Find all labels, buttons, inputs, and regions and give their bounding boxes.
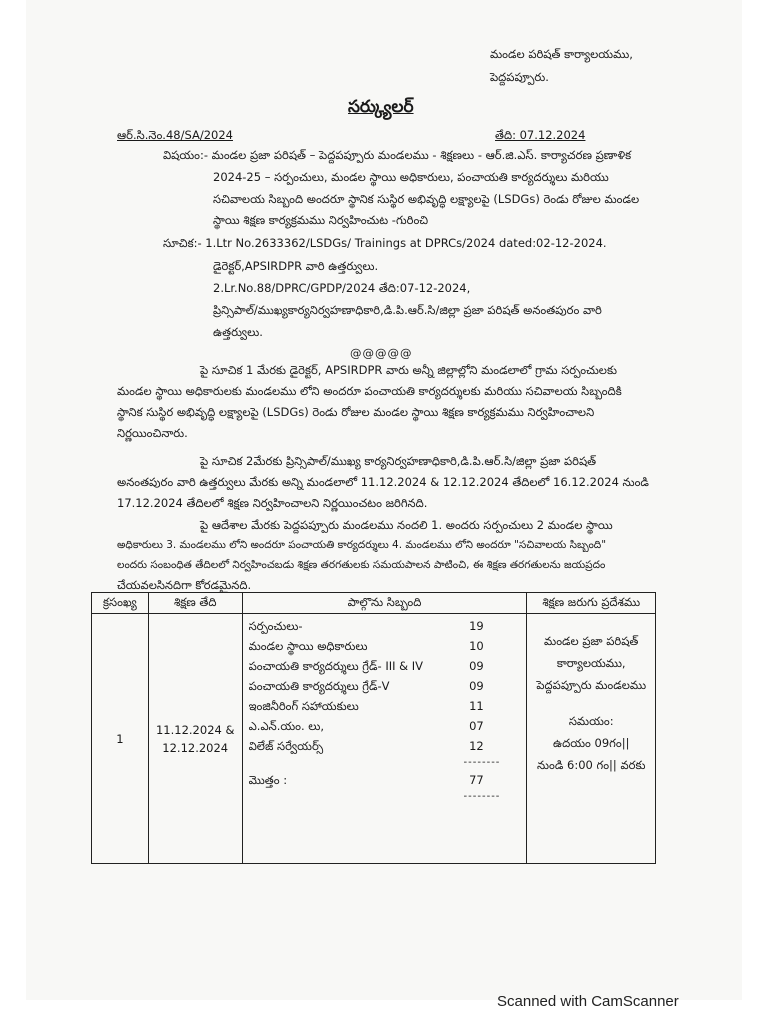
circular-title: సర్క్యులర్ bbox=[348, 97, 414, 117]
reference-line: ప్రిన్సిపాల్/ముఖ్యకార్యనిర్వహణాధికారి,డి.పి.ఆర్.సి/జిల్లా ప్రజా పరిషత్ అనంతపురం వారి bbox=[213, 303, 602, 317]
paragraph-line: పై సూచిక 2మేరకు ప్రిన్సిపాల్/ముఖ్య కార్యనిర్వహణాధికారి,డి.పి.ఆర్.సి/జిల్లా ప్రజా పరిషత్ bbox=[200, 454, 597, 468]
venue-line: మండల ప్రజా పరిషత్ bbox=[544, 634, 639, 648]
subject-line: సచివాలయ సిబ్బంది అందరూ స్థానిక సుస్థిర అభివృద్ధి లక్ష్యాలపై (LSDGs) రెండు రోజుల మండల bbox=[213, 192, 640, 206]
header-participants: పాల్గొను సిబ్బంది bbox=[242, 593, 527, 614]
office-address-line1: మండల పరిషత్ కార్యాలయము, bbox=[490, 47, 633, 61]
participant-count: 10 bbox=[469, 639, 484, 653]
participant-count: 09 bbox=[469, 679, 484, 693]
total-value: 77 bbox=[469, 773, 484, 787]
participant-row bbox=[243, 716, 527, 736]
reference-number: ఆర్.సి.నెం.48/SA/2024 bbox=[117, 128, 233, 142]
time-line: ఉదయం 09గం|| bbox=[552, 736, 630, 750]
participants-cell bbox=[242, 614, 527, 864]
participant-row bbox=[243, 636, 527, 656]
participant-row bbox=[243, 736, 527, 756]
participant-row bbox=[243, 616, 527, 636]
office-address-line2: పెద్దపప్పూరు. bbox=[490, 70, 549, 84]
date-line: 11.12.2024 & bbox=[155, 722, 235, 737]
paragraph-line: చేయవలసినదిగా కోరడమైనది. bbox=[117, 578, 252, 592]
dash-separator: -------- bbox=[463, 791, 501, 802]
dash-separator: -------- bbox=[463, 757, 501, 768]
participant-row bbox=[243, 656, 527, 676]
header-venue: శిక్షణ జరుగు ప్రదేశము bbox=[527, 593, 656, 614]
reference-line: 2.Lr.No.88/DPRC/GPDP/2024 తేది:07-12-2024, bbox=[213, 281, 471, 295]
serial-cell: 1 bbox=[92, 614, 149, 864]
paragraph-line: పై ఆదేశాల మేరకు పెద్దపప్పూరు మండలము నందలి 1. అందరు సర్పంచులు 2 మండల స్థాయి bbox=[200, 518, 613, 532]
camscanner-watermark: Scanned with CamScanner bbox=[497, 993, 679, 1010]
date-line: 12.12.2024 bbox=[162, 740, 229, 755]
total-row bbox=[243, 770, 527, 790]
paragraph-line: పై సూచిక 1 మేరకు డైరెక్టర్, APSIRDPR వారు అన్నీ జిల్లాల్లోని మండలాలో గ్రామ సర్పంచులకు bbox=[200, 363, 617, 377]
participant-count: 12 bbox=[469, 739, 484, 753]
date-cell bbox=[148, 614, 242, 864]
participant-row bbox=[243, 676, 527, 696]
participant-count: 07 bbox=[469, 719, 484, 733]
venue-cell bbox=[527, 614, 656, 864]
participant-row bbox=[243, 696, 527, 716]
paragraph-line: లందరు సంబంధిత తేదిలలో నిర్వహించబడు శిక్షణ తరగతులకు సమయపాలన పాటించి, ఈ శిక్షణ తరగతులను జయప్రదం bbox=[117, 559, 606, 571]
training-schedule-table bbox=[91, 592, 656, 864]
participant-count: 09 bbox=[469, 659, 484, 673]
table-header-row bbox=[92, 593, 656, 614]
paragraph-line: నిర్ణయించినారు. bbox=[117, 426, 188, 440]
participant-name: పంచాయతి కార్యదర్శులు గ్రేడ్-V bbox=[248, 679, 390, 693]
header-serial: క్రసంఖ్య bbox=[92, 593, 149, 614]
reference-line: ఉత్తర్వులు. bbox=[213, 325, 263, 339]
subject-line: స్థాయి శిక్షణ కార్యక్రమము నిర్వహించుట -గురించి bbox=[213, 213, 429, 227]
paragraph-line: అనంతపురం వారి ఉత్తర్వులు మేరకు అన్ని మండలాలో 11.12.2024 & 12.12.2024 తేదిలలో 16.12.2024 నుండి bbox=[117, 475, 649, 489]
venue-line: పెద్దపప్పూరు మండలము bbox=[536, 678, 647, 692]
subject-line: 2024-25 – సర్పంచులు, మండల స్థాయి అధికారులు, పంచాయతి కార్యదర్శులు మరియు bbox=[213, 170, 609, 184]
participant-count: 19 bbox=[469, 619, 484, 633]
reference-line: డైరెక్టర్,APSIRDPR వారి ఉత్తర్వులు. bbox=[213, 259, 379, 273]
paragraph-line: అధికారులు 3. మండలము లోని అందరూ పంచాయతి కార్యదర్శులు 4. మండలము లోని అందరూ "సచివాలయ సిబ్బంది" bbox=[117, 539, 607, 551]
time-label: సమయం: bbox=[568, 714, 614, 728]
reference-line: సూచిక:- 1.Ltr No.2633362/LSDGs/ Trainings at DPRCs/2024 dated:02-12-2024. bbox=[163, 236, 607, 250]
venue-line: కార్యాలయము, bbox=[556, 656, 626, 670]
participant-name: మండల స్థాయి అధికారులు bbox=[248, 639, 368, 653]
table-row bbox=[92, 614, 656, 864]
subject-line: విషయం:- మండల ప్రజా పరిషత్ – పెద్దపప్పూరు మండలము - శిక్షణలు - ఆర్.జి.ఎస్. కార్యాచరణ ప్రణాళిక bbox=[163, 148, 632, 162]
participant-name: ఇంజినీరింగ్ సహాయకులు bbox=[248, 699, 359, 713]
circular-date: తేది: 07.12.2024 bbox=[495, 128, 586, 142]
paragraph-line: స్థానిక సుస్థిర అభివృద్ధి లక్ష్యాలపై (LSDGs) రెండు రోజుల మండల స్థాయి శిక్షణ కార్యక్రమము నిర్వహించాలని bbox=[117, 405, 595, 419]
header-date: శిక్షణ తేది bbox=[148, 593, 242, 614]
paragraph-line: మండల స్థాయి అధికారులకు మండలము లోని అందరూ పంచాయతి కార్యదర్శులకు మరియు సచివాలయ సిబ్బందికి bbox=[117, 384, 622, 398]
total-label: మొత్తం : bbox=[248, 773, 288, 787]
participant-name: విలేజ్ సర్వేయర్స్ bbox=[248, 739, 324, 753]
participant-count: 11 bbox=[469, 699, 484, 713]
time-line: నుండి 6:00 గం|| వరకు bbox=[536, 758, 646, 772]
paragraph-line: 17.12.2024 తేదిలలో శిక్షణ నిర్వహించాలని నిర్ణయించటం జరిగినది. bbox=[117, 496, 428, 510]
participant-name: సర్పంచులు- bbox=[248, 619, 303, 633]
separator: @@@@@ bbox=[350, 346, 413, 360]
participant-name: పంచాయతి కార్యదర్శులు గ్రేడ్- III & IV bbox=[248, 659, 424, 673]
participant-name: ఎ.ఎన్.యం. లు, bbox=[248, 719, 325, 733]
